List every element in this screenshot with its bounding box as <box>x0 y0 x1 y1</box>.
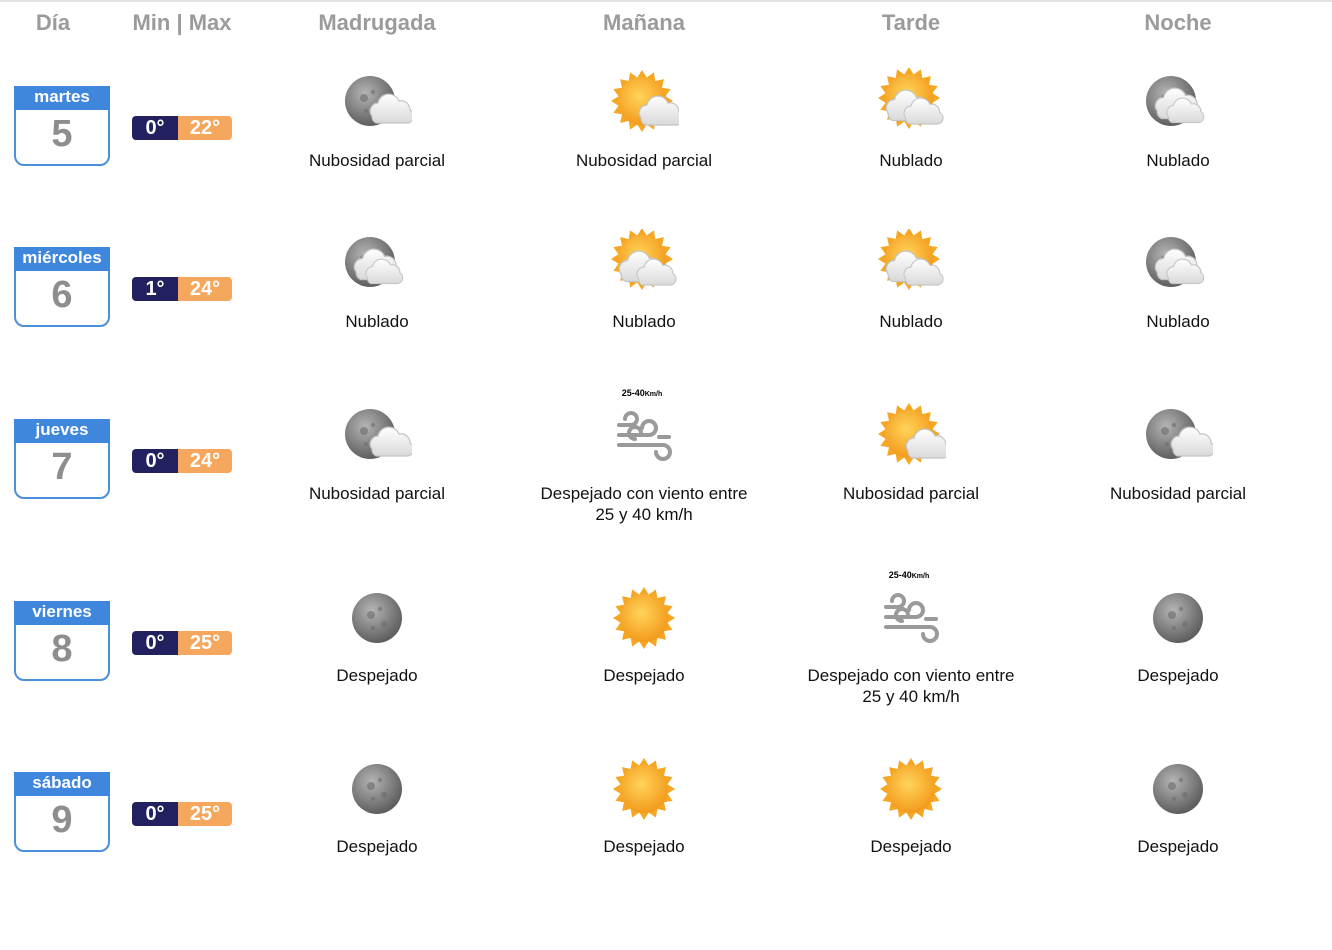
moon-icon <box>247 754 507 824</box>
forecast-cell <box>781 68 1041 171</box>
wind-range: 25-40 <box>621 388 645 398</box>
forecast-description: Nublado <box>1146 312 1210 331</box>
calendar-icon <box>14 772 110 852</box>
forecast-cell <box>1048 754 1308 857</box>
top-divider <box>0 0 1332 2</box>
calendar-icon <box>14 86 110 166</box>
forecast-description: Despejado <box>870 837 952 856</box>
wind-unit: Km/h <box>644 391 663 398</box>
temperature-badge <box>132 116 232 140</box>
forecast-description: Nublado <box>345 312 409 331</box>
forecast-cell <box>781 570 1041 707</box>
moon-cloud-icon <box>1048 401 1308 471</box>
day-name: jueves <box>14 419 110 443</box>
temperature-badge <box>132 277 232 301</box>
day-name: martes <box>14 86 110 110</box>
header-tarde: Tarde <box>881 10 941 35</box>
moon-cloud-icon <box>247 68 507 138</box>
forecast-description: Despejado <box>1137 837 1219 856</box>
temp-min: 0° <box>132 631 178 655</box>
forecast-description: Nubosidad parcial <box>308 484 446 503</box>
day-number: 5 <box>51 113 73 155</box>
day-number: 8 <box>51 628 73 670</box>
moon-cloudy-icon <box>247 229 507 299</box>
wind-speed-label <box>622 388 663 398</box>
forecast-cell <box>781 754 1041 857</box>
sun-cloudy-icon <box>514 229 774 299</box>
sun-icon <box>514 583 774 653</box>
forecast-description: Nubosidad parcial <box>1109 484 1247 503</box>
wind-range: 25-40 <box>888 570 912 580</box>
forecast-cell <box>781 229 1041 332</box>
forecast-cell <box>1048 583 1308 686</box>
forecast-cell <box>247 401 507 504</box>
day-number: 9 <box>51 799 73 841</box>
header-madrugada: Madrugada <box>318 10 436 35</box>
day-number: 6 <box>51 274 73 316</box>
moon-cloud-icon <box>247 401 507 471</box>
day-number: 7 <box>51 446 73 488</box>
sun-cloudy-icon <box>781 68 1041 138</box>
temperature-badge <box>132 449 232 473</box>
forecast-cell <box>247 583 507 686</box>
sun-icon <box>514 754 774 824</box>
temp-min: 0° <box>132 449 178 473</box>
forecast-description: Nublado <box>1146 151 1210 170</box>
temp-max: 22° <box>178 116 232 140</box>
forecast-cell <box>514 583 774 686</box>
forecast-description: Despejado <box>336 837 418 856</box>
header-manana: Mañana <box>603 10 685 35</box>
forecast-description: Despejado <box>1137 666 1219 685</box>
wind-unit: Km/h <box>911 573 930 580</box>
forecast-cell <box>247 68 507 171</box>
forecast-cell <box>781 401 1041 504</box>
forecast-description: Despejado <box>603 666 685 685</box>
day-name: viernes <box>14 601 110 625</box>
moon-cloudy-icon <box>1048 229 1308 299</box>
forecast-cell <box>247 229 507 332</box>
moon-icon <box>1048 583 1308 653</box>
temp-max: 24° <box>178 277 232 301</box>
temp-min: 0° <box>132 802 178 826</box>
wind-speed-label <box>889 570 930 580</box>
day-name: miércoles <box>14 247 110 271</box>
day-name: sábado <box>14 772 110 796</box>
temp-min: 0° <box>132 116 178 140</box>
forecast-description: Nublado <box>612 312 676 331</box>
temperature-badge <box>132 802 232 826</box>
forecast-cell <box>1048 68 1308 171</box>
header-min-max: Min | Max <box>132 10 232 35</box>
forecast-description: Nubosidad parcial <box>308 151 446 170</box>
temp-max: 25° <box>178 802 232 826</box>
header-noche: Noche <box>1144 10 1212 35</box>
header-dia: Día <box>35 10 71 35</box>
moon-icon <box>1048 754 1308 824</box>
forecast-description: Nubosidad parcial <box>842 484 980 503</box>
forecast-cell <box>247 754 507 857</box>
calendar-icon <box>14 601 110 681</box>
sun-icon <box>781 754 1041 824</box>
forecast-cell <box>514 229 774 332</box>
temperature-badge <box>132 631 232 655</box>
forecast-description: Despejado con viento entre 25 y 40 km/h <box>807 666 1015 706</box>
forecast-cell <box>514 388 774 525</box>
moon-icon <box>247 583 507 653</box>
moon-cloudy-icon <box>1048 68 1308 138</box>
wind-icon <box>514 388 774 471</box>
forecast-description: Despejado <box>336 666 418 685</box>
forecast-description: Nublado <box>879 312 943 331</box>
forecast-description: Despejado <box>603 837 685 856</box>
sun-cloud-icon <box>781 401 1041 471</box>
temp-min: 1° <box>132 277 178 301</box>
forecast-cell <box>514 68 774 171</box>
forecast-description: Nublado <box>879 151 943 170</box>
sun-cloud-icon <box>514 68 774 138</box>
forecast-description: Despejado con viento entre 25 y 40 km/h <box>540 484 748 524</box>
forecast-cell <box>1048 229 1308 332</box>
wind-icon <box>781 570 1041 653</box>
temp-max: 25° <box>178 631 232 655</box>
forecast-description: Nubosidad parcial <box>575 151 713 170</box>
calendar-icon <box>14 247 110 327</box>
calendar-icon <box>14 419 110 499</box>
temp-max: 24° <box>178 449 232 473</box>
sun-cloudy-icon <box>781 229 1041 299</box>
forecast-cell <box>514 754 774 857</box>
forecast-cell <box>1048 401 1308 504</box>
